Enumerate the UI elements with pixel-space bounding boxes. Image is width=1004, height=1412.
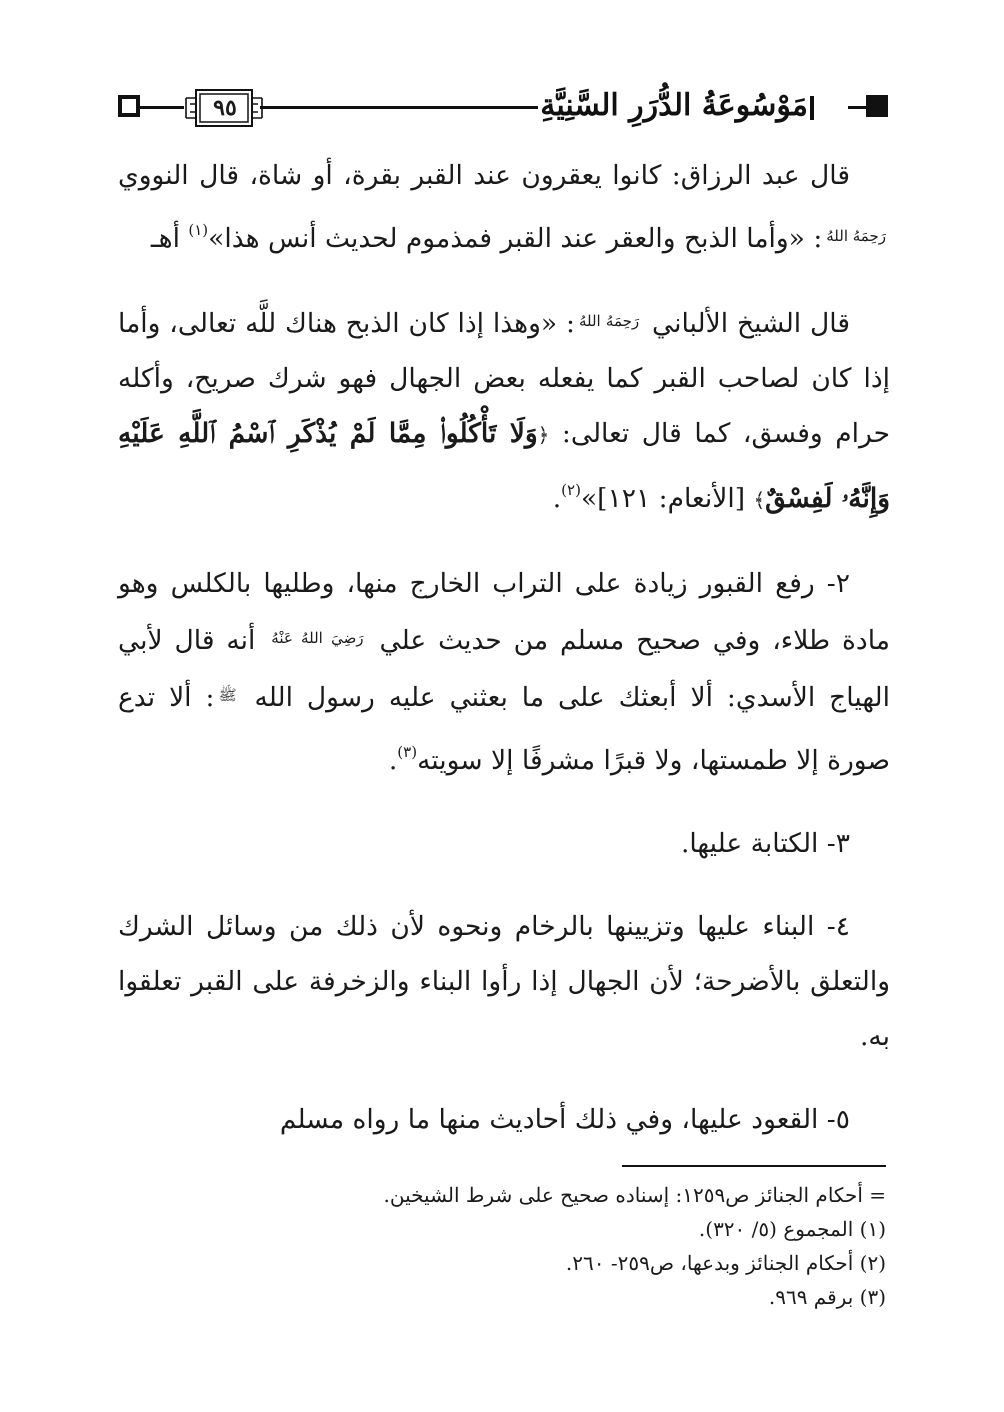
text-run: : «وهذا إذا كان الذبح هناك للَّه تعالى، وأما إذا كان لصاحب القبر كما يفعله بعض الجهال فهو شرك صريح، وأكله حرام وفسق، كما قال تعالى: xyxy=(118,308,891,449)
text-run: [الأنعام: ١٢١]» xyxy=(580,483,754,514)
paragraph-3 xyxy=(118,556,890,788)
page-header xyxy=(110,82,890,134)
solid-square-ornament xyxy=(866,95,888,117)
text-run: ٣- الكتابة عليها. xyxy=(680,828,850,859)
paragraph-1 xyxy=(118,148,890,266)
footnote-ref[interactable]: (٢) xyxy=(561,481,581,499)
text-run: : «وأما الذبح والعقر عند القبر فمذموم لحديث أنس هذا» xyxy=(208,223,823,254)
footnote-3: (٣) برقم ٩٦٩. xyxy=(768,1285,886,1309)
honorific: ﷺ xyxy=(218,686,237,704)
paragraph-2 xyxy=(118,294,890,528)
page-number-frame xyxy=(184,86,264,130)
body-text xyxy=(118,148,890,1175)
header-rule-segment xyxy=(140,106,184,109)
text-run: أهـ xyxy=(150,223,189,254)
text-run: قال الشيخ الألباني xyxy=(643,308,850,339)
text-run: أنه قال لأبي الهياج الأسدي: ألا أبعثك على ما بعثني عليه رسول الله xyxy=(118,625,890,713)
quran-verse: وَلَا تَأْكُلُوا۟ مِمَّا لَمْ يُذْكَرِ ٱسْمُ ٱللَّهِ عَلَيْهِ وَإِنَّهُۥ لَفِسْقٌ xyxy=(118,418,890,514)
header-rule-divider xyxy=(810,96,814,120)
header-rule-right xyxy=(848,106,868,109)
footnote-ref[interactable]: (١) xyxy=(188,221,209,239)
honorific: رَضِيَ اللهُ عَنْهُ xyxy=(271,629,364,647)
text-run: ٤- البناء عليها وتزيينها بالرخام ونحوه لأن ذلك من وسائل الشرك والتعلق بالأضرحة؛ لأن الجهال إذا رأوا البناء والزخرفة على القبر تعلقوا به. xyxy=(118,911,890,1052)
footnote-continued: = أحكام الجنائز ص١٢٥٩: إسناده صحيح على شرط الشيخين. xyxy=(383,1183,886,1207)
text-run: ٢- رفع القبور زيادة على التراب الخارج منها، وطليها بالكلس وهو مادة طلاء، وفي صحيح مسلم من حديث علي xyxy=(118,568,890,656)
footnotes xyxy=(118,1178,886,1314)
text-run: . xyxy=(552,483,562,514)
text-run: قال عبد الرزاق: كانوا يعقرون عند القبر بقرة، أو شاة، قال النووي xyxy=(118,160,850,191)
text-run: ٥- القعود عليها، وفي ذلك أحاديث منها ما رواه مسلم xyxy=(279,1104,850,1135)
honorific: رَحِمَهُ اللهُ xyxy=(826,227,886,245)
footnote-separator xyxy=(622,1165,886,1167)
footnote-2: (٢) أحكام الجنائز وبدعها، ص٢٥٩- ٢٦٠. xyxy=(565,1251,886,1275)
paragraph-5 xyxy=(118,899,890,1064)
text-run: . xyxy=(388,745,398,776)
open-square-ornament xyxy=(118,95,140,117)
honorific: رَحِمَهُ اللهُ xyxy=(578,312,640,330)
series-title: مَوْسُوعَةُ الدُّرَرِ السَّنِيَّةِ xyxy=(540,88,808,123)
page-number: ٩٥ xyxy=(213,95,237,121)
footnote-ref[interactable]: (٣) xyxy=(397,743,418,761)
footnote-1: (١) المجموع (٥/ ٣٢٠). xyxy=(698,1217,886,1241)
paragraph-6 xyxy=(118,1092,890,1147)
paragraph-4 xyxy=(118,816,890,871)
quran-open-bracket: ﴿ xyxy=(537,423,550,447)
quran-close-bracket: ﴾ xyxy=(753,488,766,512)
text-run: : ألا تدع صورة إلا طمستها، ولا قبرًا مشرفًا إلا سويته xyxy=(118,682,890,776)
header-rule-left xyxy=(260,106,538,109)
